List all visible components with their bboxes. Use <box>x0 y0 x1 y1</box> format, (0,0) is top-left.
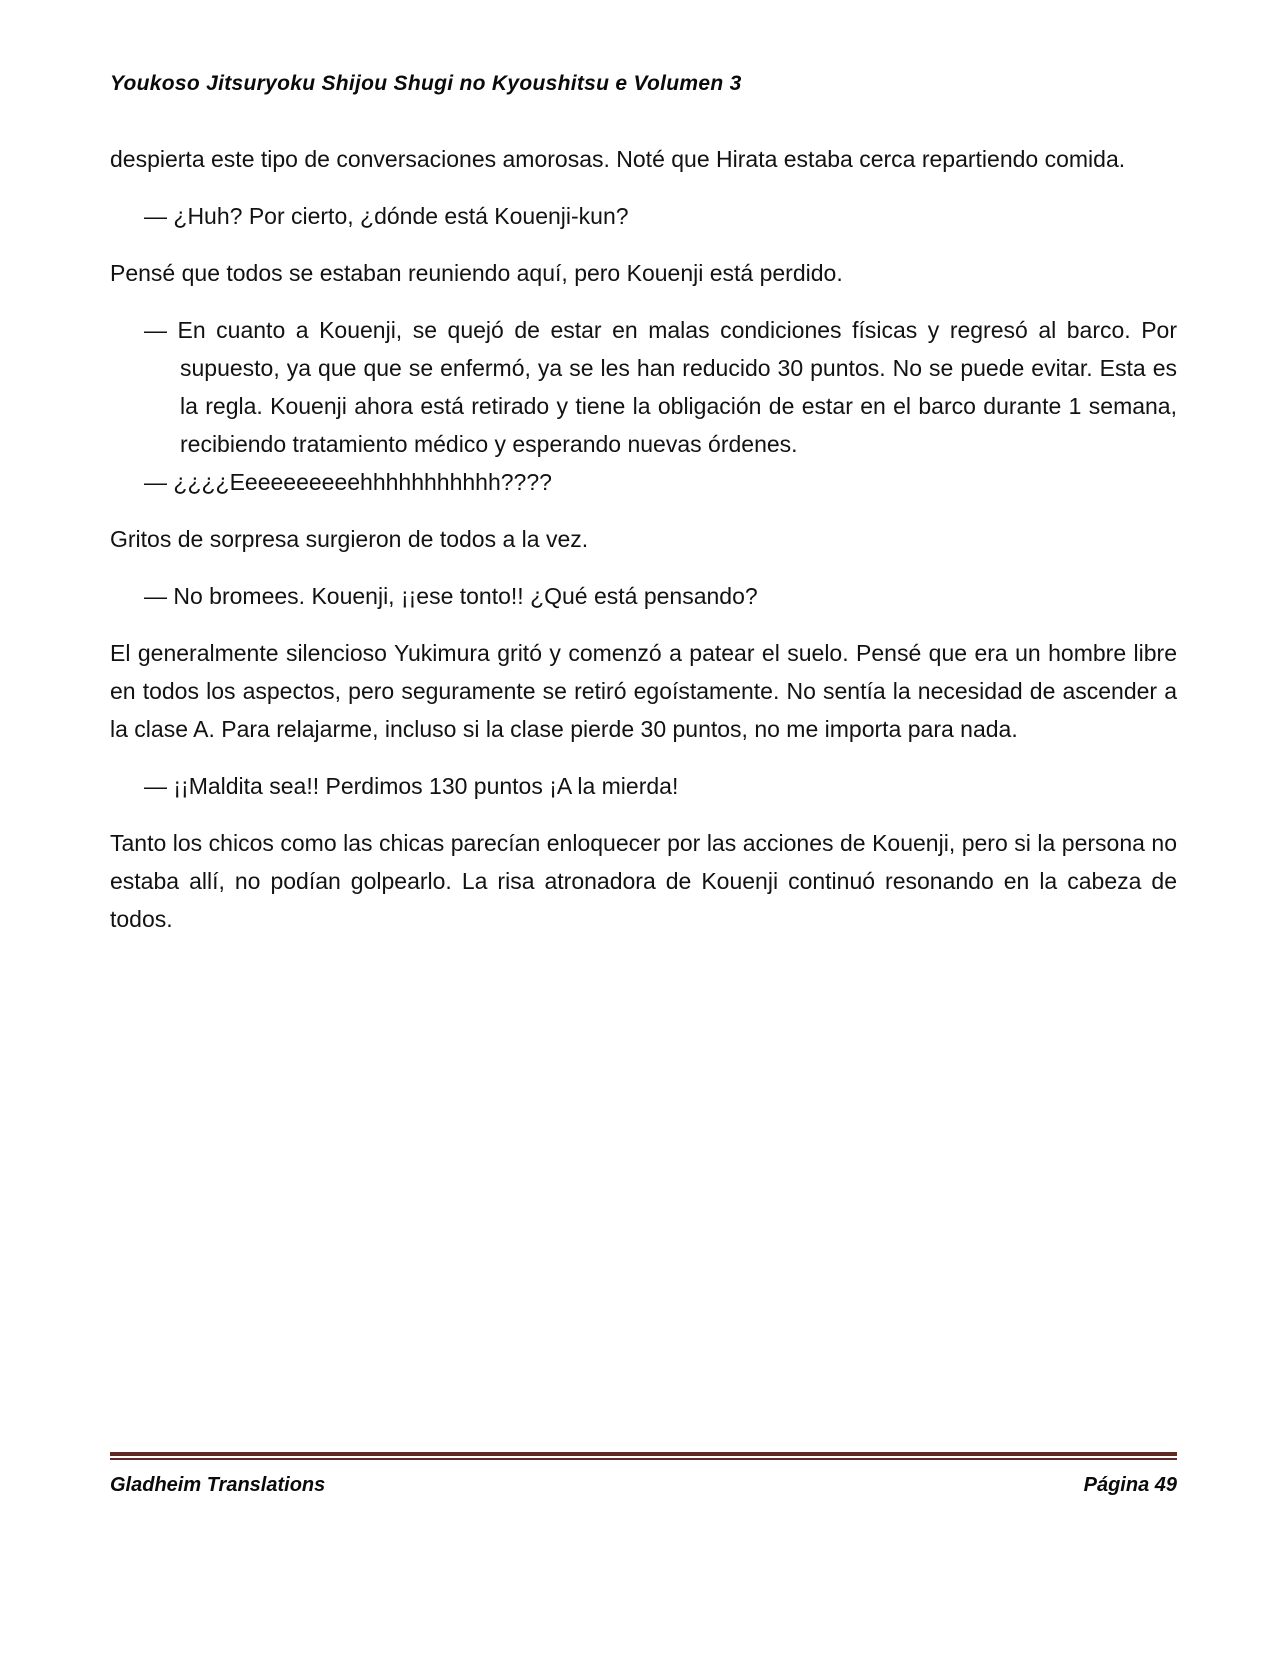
paragraph: Gritos de sorpresa surgieron de todos a la vez. <box>110 526 589 552</box>
dialogue-paragraph: — ¡¡Maldita sea!! Perdimos 130 puntos ¡A la mierda! <box>144 773 679 799</box>
dialogue-paragraph: — No bromees. Kouenji, ¡¡ese tonto!! ¿Qué está pensando? <box>144 583 758 609</box>
footer-translator-credit: Gladheim Translations <box>110 1474 326 1496</box>
dialogue-paragraph: — En cuanto a Kouenji, se quejó de estar en malas condiciones físicas y regresó al barco. Por supuesto, ya que que se enfermó, ya se les han reducido 30 puntos. No se puede evitar. Esta es la regla. Kouenji ahora está retirado y tiene la obligación de estar en el barco durante 1 semana, recibiendo tratamiento médico y esperando nuevas órdenes. <box>144 317 1177 457</box>
footer-page-number: Página 49 <box>1083 1474 1177 1496</box>
dialogue-paragraph: — ¿¿¿¿Eeeeeeeeeehhhhhhhhhhh???? <box>144 469 552 495</box>
paragraph: despierta este tipo de conversaciones amorosas. Noté que Hirata estaba cerca repartiendo comida. <box>110 146 1126 172</box>
footer-rule-thin <box>110 1458 1177 1460</box>
document-header-title: Youkoso Jitsuryoku Shijou Shugi no Kyoushitsu e Volumen 3 <box>110 72 742 95</box>
dialogue-paragraph: — ¿Huh? Por cierto, ¿dónde está Kouenji-kun? <box>144 203 629 229</box>
paragraph: Pensé que todos se estaban reuniendo aquí, pero Kouenji está perdido. <box>110 260 843 286</box>
document-footer <box>110 1452 1177 1497</box>
document-body <box>110 140 1177 957</box>
footer-rule-thick <box>110 1452 1177 1456</box>
paragraph: Tanto los chicos como las chicas parecían enloquecer por las acciones de Kouenji, pero si la persona no estaba allí, no podían golpearlo. La risa atronadora de Kouenji continuó resonando en la cabeza de todos. <box>110 830 1177 932</box>
paragraph: El generalmente silencioso Yukimura gritó y comenzó a patear el suelo. Pensé que era un hombre libre en todos los aspectos, pero seguramente se retiró egoístamente. No sentía la necesidad de ascender a la clase A. Para relajarme, incluso si la clase pierde 30 puntos, no me importa para nada. <box>110 640 1177 742</box>
